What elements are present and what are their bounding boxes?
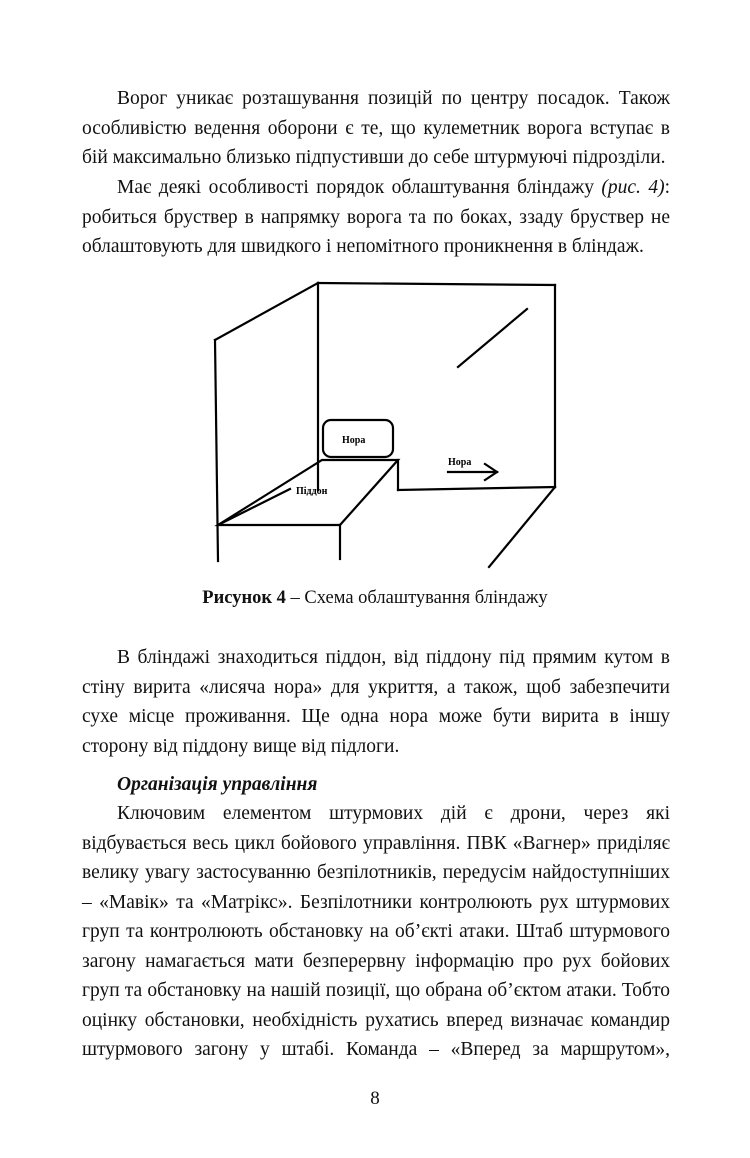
text-line: бій максимально близько підпустивши до себе штурмуючі підрозділи. xyxy=(82,147,666,168)
diagram-line xyxy=(318,283,555,285)
paragraph-4 xyxy=(82,799,670,1065)
diagram-line xyxy=(215,340,218,561)
foxhole-box-label: Нора xyxy=(342,435,366,446)
text-fragment: : xyxy=(664,177,670,198)
text-fragment: Має деякі особливості порядок облаштування бліндажу xyxy=(117,177,602,198)
text-line: велику увагу застосуванню безпілотників, передусім найдоступніших xyxy=(82,862,670,883)
text-line: В бліндажі знаходиться піддон, від піддону під прямим кутом в xyxy=(117,647,670,668)
caption-text: – Схема облаштування бліндажу xyxy=(285,588,548,608)
text-line: відбувається весь цикл бойового управління. ПВК «Вагнер» приділяє xyxy=(82,832,670,854)
text-line: Ворог уникає розташування позицій по центру посадок. Також xyxy=(117,88,670,109)
text-line: сторону від піддону вище від підлоги. xyxy=(82,735,400,757)
paragraph-3 xyxy=(82,643,670,761)
text-line: груп та контролюють обстановку на об’єкті атаки. Штаб штурмового xyxy=(82,921,670,942)
figure-caption xyxy=(0,588,750,609)
diagram-line xyxy=(398,487,555,490)
paragraph-2 xyxy=(82,173,670,262)
caption-label: Рисунок 4 xyxy=(202,588,286,608)
text-line: сухе місце проживання. Ще одна нора може бути вирита в іншу xyxy=(82,706,670,727)
text-line: облаштовують для швидкого і непомітного проникнення в бліндаж. xyxy=(82,236,644,257)
section-heading-text: Організація управління xyxy=(117,774,318,795)
section-heading xyxy=(82,770,670,800)
diagram-line xyxy=(458,309,527,367)
text-line: Ключовим елементом штурмових дій є дрони, через які xyxy=(117,803,670,824)
foxhole-arrow-label: Нора xyxy=(448,457,472,468)
text-line: робиться бруствер в напрямку ворога та по боках, ззаду бруствер не xyxy=(82,206,670,228)
text-line: особливістю ведення оборони є те, що кулеметник ворога вступає в xyxy=(82,117,670,139)
pallet-label: Піддон xyxy=(296,486,328,497)
text-line: оцінку обстановки, необхідність рухатись вперед визначає командир xyxy=(82,1009,670,1031)
text-line: груп та обстановку на нашій позиції, що обрана об’єктом атаки. Тобто xyxy=(82,980,670,1001)
figure-reference-link[interactable]: (рис. 4) xyxy=(601,177,665,198)
text-line xyxy=(82,173,670,203)
diagram-line xyxy=(218,489,290,525)
diagram-line xyxy=(215,283,318,340)
text-line: – «Мавік» та «Матрікс». Безпілотники контролюють рух штурмових xyxy=(82,891,670,913)
dugout-diagram xyxy=(205,275,565,575)
paragraph-1 xyxy=(82,84,670,173)
page-number: 8 xyxy=(370,1088,380,1109)
text-line: штурмового загону у штабі. Команда – «Вперед за маршрутом», xyxy=(82,1039,670,1060)
diagram-line xyxy=(489,487,555,567)
text-line: стіну вирита «лисяча нора» для укриття, а також, щоб забезпечити xyxy=(82,676,670,698)
text-line: загону намагається мати безперервну інформацію про рух бойових xyxy=(82,950,670,972)
